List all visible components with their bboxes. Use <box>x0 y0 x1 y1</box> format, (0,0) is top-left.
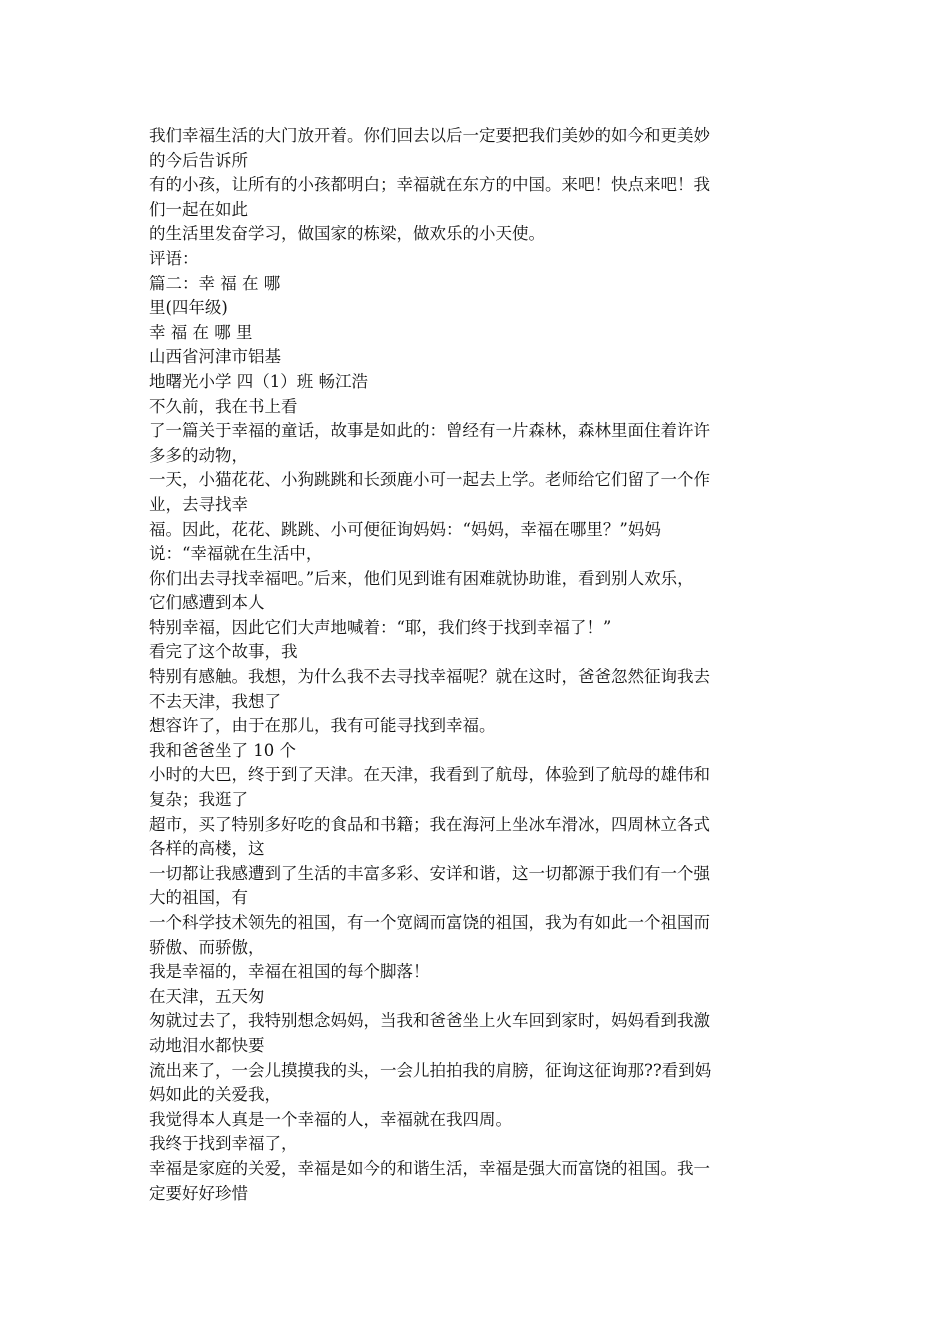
text-line: 里(四年级) <box>149 298 228 318</box>
text-line: 特别有感触。我想，为什么我不去寻找幸福呢？就在这时，爸爸忽然征询我去 <box>149 667 710 687</box>
text-line: 有的小孩，让所有的小孩都明白；幸福就在东方的中国。来吧！快点来吧！我 <box>149 175 710 195</box>
text-line: 想容许了，由于在那儿，我有可能寻找到幸福。 <box>149 716 496 736</box>
text-line: 不久前，我在书上看 <box>149 396 298 416</box>
text-line: 们一起在如此 <box>149 199 248 219</box>
text-line: 一个科学技术领先的祖国，有一个宽阔而富饶的祖国，我为有如此一个祖国而 <box>149 913 710 932</box>
text-line: 各样的高楼，这 <box>149 839 265 859</box>
text-line: 地曙光小学 四（1）班 畅江浩 <box>149 371 368 391</box>
text-line: 一天，小猫花花、小狗跳跳和长颈鹿小可一起去上学。老师给它们留了一个作 <box>149 470 710 490</box>
text-line: 特别幸福，因此它们大声地喊着：“耶，我们终于找到幸福了！” <box>149 617 612 637</box>
text-line: 小时的大巴，终于到了天津。在天津，我看到了航母，体验到了航母的雄伟和 <box>149 765 710 785</box>
text-line: 山西省河津市铝基 <box>149 347 281 367</box>
text-line: 不去天津，我想了 <box>149 691 281 711</box>
text-line: 在天津，五天匆 <box>149 986 265 1006</box>
text-line: 我终于找到幸福了， <box>149 1134 298 1154</box>
text-line: 我觉得本人真是一个幸福的人，幸福就在我四周。 <box>149 1109 512 1129</box>
text-line: 匆就过去了，我特别想念妈妈，当我和爸爸坐上火车回到家时，妈妈看到我激 <box>149 1011 710 1031</box>
text-line: 它们感遭到本人 <box>149 593 265 613</box>
text-line: 我和爸爸坐了 10 个 <box>149 740 296 760</box>
text-line: 流出来了，一会儿摸摸我的头，一会儿拍拍我的肩膀，征询这征询那??看到妈 <box>149 1060 712 1080</box>
document-body <box>149 124 809 1206</box>
text-line: 一切都让我感遭到了生活的丰富多彩、安详和谐，这一切都源于我们有一个强 <box>149 863 710 883</box>
text-line: 妈如此的关爱我， <box>149 1085 281 1105</box>
text-line: 动地泪水都快要 <box>149 1035 265 1055</box>
text-line: 说：“幸福就在生活中， <box>149 544 323 564</box>
text-line: 篇二：幸 福 在 哪 <box>149 273 281 293</box>
text-line: 评语： <box>149 248 199 268</box>
text-line: 定要好好珍惜 <box>149 1183 248 1203</box>
text-line: 超市，买了特别多好吃的食品和书籍；我在海河上坐冰车滑冰，四周林立各式 <box>149 814 710 834</box>
text-line: 的生活里发奋学习，做国家的栋梁，做欢乐的小天使。 <box>149 224 545 244</box>
text-line: 了一篇关于幸福的童话，故事是如此的：曾经有一片森林，森林里面住着许许 <box>149 421 710 441</box>
text-line: 业，去寻找幸 <box>149 494 248 514</box>
text-line: 幸福是家庭的关爱，幸福是如今的和谐生活，幸福是强大而富饶的祖国。我一 <box>149 1158 710 1178</box>
text-line: 复杂；我逛了 <box>149 790 248 810</box>
text-line: 的今后告诉所 <box>149 150 248 170</box>
text-line: 大的祖国，有 <box>149 888 248 908</box>
text-line: 看完了这个故事，我 <box>149 642 298 662</box>
text-line: 福。因此，花花、跳跳、小可便征询妈妈：“妈妈，幸福在哪里？”妈妈 <box>149 519 661 539</box>
text-line: 我们幸福生活的大门放开着。你们回去以后一定要把我们美妙的如今和更美妙 <box>149 126 710 145</box>
text-line: 多多的动物， <box>149 445 248 465</box>
text-line: 我是幸福的，幸福在祖国的每个脚落！ <box>149 962 430 982</box>
text-line: 骄傲、而骄傲， <box>149 937 265 957</box>
text-line: 你们出去寻找幸福吧。”后来，他们见到谁有困难就协助谁，看到别人欢乐， <box>149 568 694 588</box>
text-line: 幸 福 在 哪 里 <box>149 322 253 342</box>
